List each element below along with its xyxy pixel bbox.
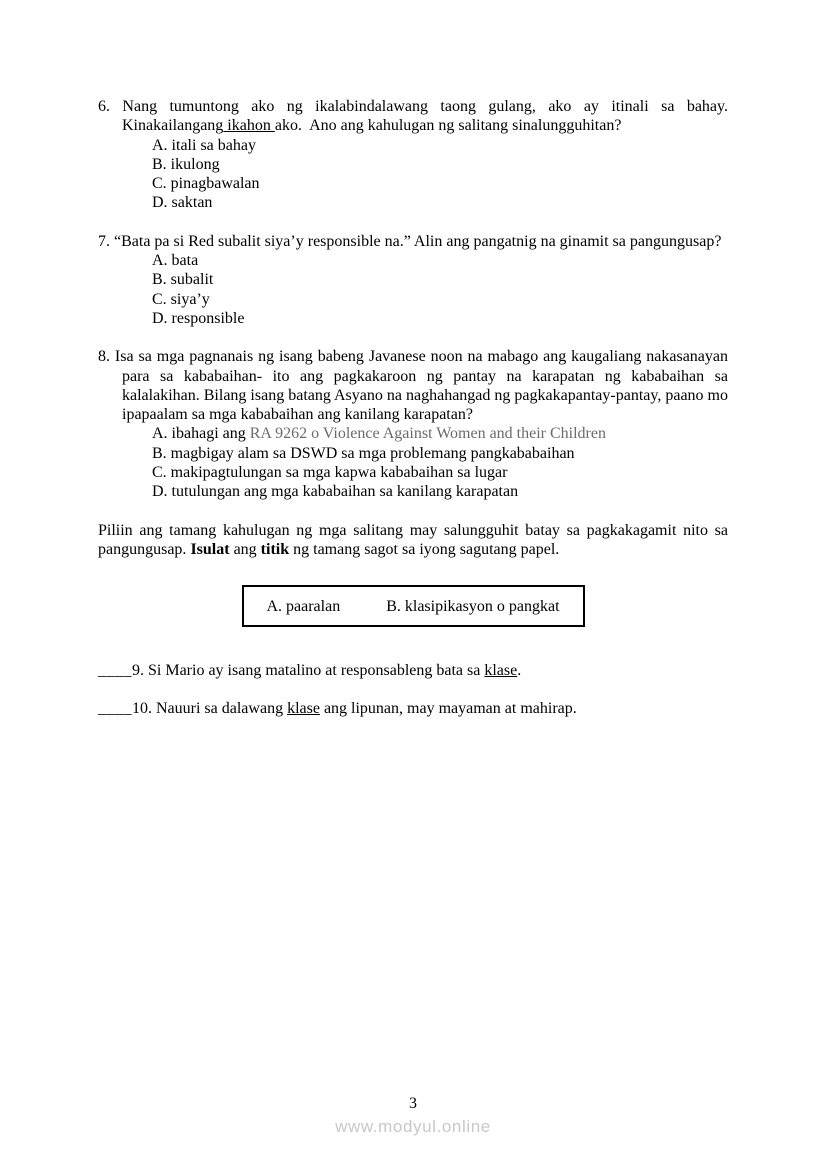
item-9-answer-blank: ____ [98, 662, 132, 680]
question-8-option-a [152, 424, 728, 443]
directions-bold-titik: titik [260, 540, 290, 558]
question-8 [98, 347, 728, 501]
item-10 [98, 699, 728, 718]
question-6-text-2: ako. Ano ang kahulugan ng salitang sinalungguhitan? [274, 117, 622, 135]
directions-text-1: Piliin ang tamang kahulugan ng mga salitang may salungguhit batay sa pagkakagamit nito sa pangungusap. [98, 521, 728, 558]
question-7-number: 7. [98, 232, 110, 250]
question-6-option-a: A. itali sa bahay [152, 136, 256, 154]
word-bank-box [242, 585, 585, 627]
word-bank-choice-b: B. klasipikasyon o pangkat [386, 597, 560, 615]
watermark-url: www.modyul.online [335, 1117, 491, 1136]
question-6-option-c: C. pinagbawalan [152, 175, 260, 193]
item-10-answer-blank: ____ [98, 699, 132, 717]
question-6-underlined-word: ikahon [223, 117, 275, 135]
item-10-text-2: ang lipunan, may mayaman at mahirap. [319, 699, 577, 717]
question-8-option-b: B. magbigay alam sa DSWD sa mga problemang pangkababaihan [152, 444, 575, 462]
question-6-number: 6. [98, 98, 110, 115]
item-9-text-2: . [517, 662, 522, 680]
question-8-text: Isa sa mga pagnanais ng isang babeng Javanese noon na mabago ang kaugaliang nakasanayan para sa kababaihan- ito ang pagkakaroon ng pantay na karapatan ng kababaihan sa kalalakihan. Bilang isang batang Asyano na naghahangad ng pagkakapantay-pantay, paano mo ipapaalam sa mga kababaihan ang kanilang karapatan? [110, 348, 728, 424]
question-8-option-c: C. makipagtulungan sa mga kapwa kababaihan sa lugar [152, 464, 508, 482]
question-7-stem [98, 232, 728, 251]
question-6-stem [98, 97, 728, 136]
page-number: 3 [409, 1095, 417, 1112]
item-9 [98, 661, 728, 680]
question-6 [98, 97, 728, 213]
item-9-underlined-word: klase [484, 662, 518, 680]
question-6-options [152, 136, 728, 213]
item-9-text-1: 9. Si Mario ay isang matalino at responsableng bata sa [132, 662, 485, 680]
question-6-text-1: Nang tumuntong ako ng ikalabindalawang taong gulang, ako ay itinali sa bahay. Kinakailangang [110, 98, 728, 135]
word-bank-choice-a: A. paaralan [266, 597, 341, 615]
directions-text-3: ng tamang sagot sa iyong sagutang papel. [289, 540, 560, 558]
question-7-options [152, 251, 728, 328]
question-7-option-c: C. siya’y [152, 290, 210, 308]
item-10-text-1: 10. Nauuri sa dalawang [132, 699, 288, 717]
question-7-option-a: A. bata [152, 252, 199, 270]
question-8-stem [98, 347, 728, 424]
directions-text-2: ang [229, 540, 261, 558]
question-6-option-b: B. ikulong [152, 155, 220, 173]
section-directions [98, 521, 728, 560]
question-8-option-a-law-reference: RA 9262 o Violence Against Women and their Children [249, 425, 606, 443]
question-6-option-d: D. saktan [152, 194, 213, 212]
item-10-underlined-word: klase [287, 699, 320, 717]
question-7-option-d: D. responsible [152, 309, 245, 327]
question-7-text: “Bata pa si Red subalit siya’y responsible na.” Alin ang pangatnig na ginamit sa pangungusap? [110, 232, 722, 250]
question-8-number: 8. [98, 348, 110, 366]
directions-bold-isulat: Isulat [190, 540, 230, 558]
question-8-option-d: D. tutulungan ang mga kababaihan sa kanilang karapatan [152, 483, 519, 501]
question-7 [98, 232, 728, 328]
question-7-option-b: B. subalit [152, 271, 214, 289]
question-8-option-a-prefix: A. ibahagi ang [152, 425, 250, 443]
question-8-options [152, 424, 728, 501]
